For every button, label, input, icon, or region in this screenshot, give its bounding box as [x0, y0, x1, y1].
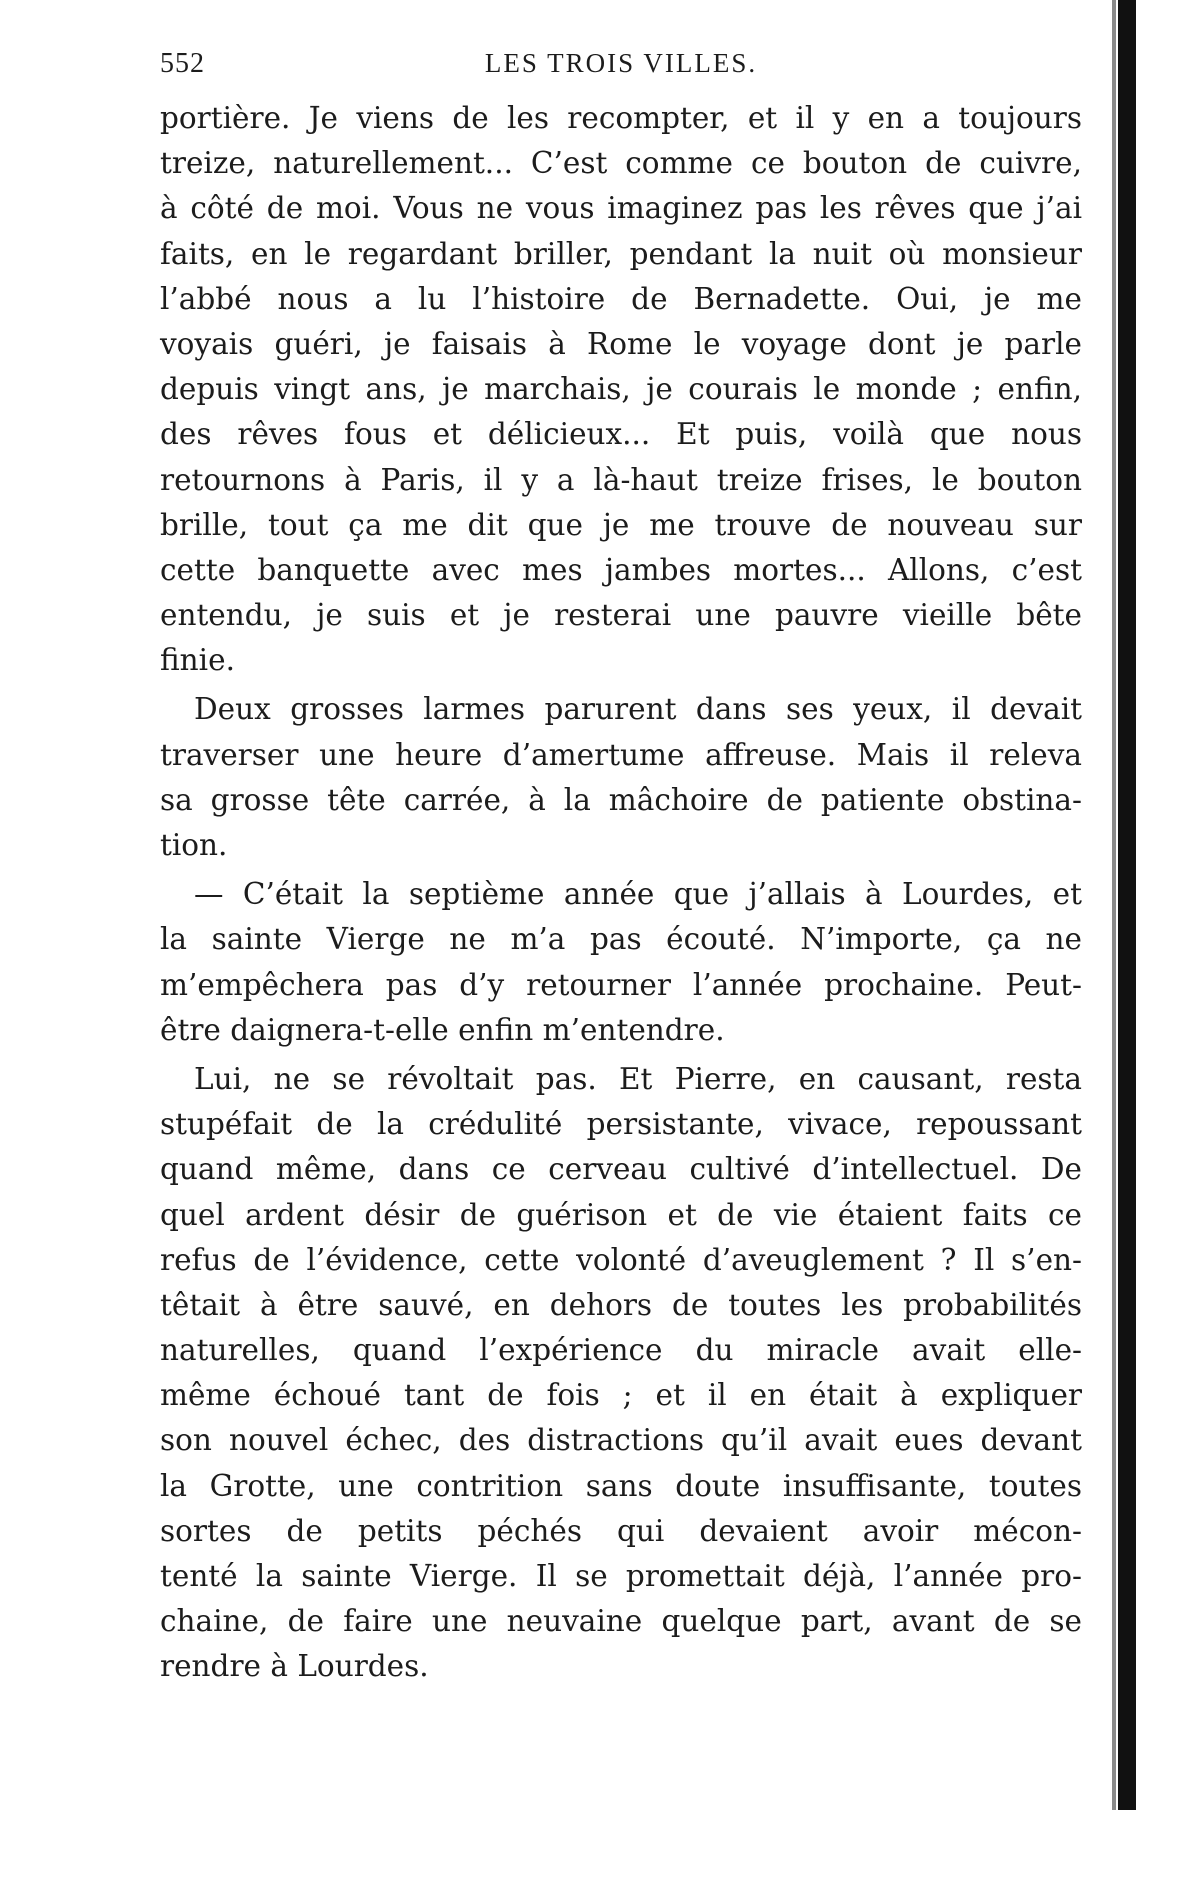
text-line: sa grosse tête carrée, à la mâchoire de patiente obstina-	[160, 782, 1082, 817]
page-edge-bar	[1118, 0, 1136, 1810]
text-line: entendu, je suis et je resterai une pauvre vieille bête	[160, 598, 1082, 633]
text-line: tenté la sainte Vierge. Il se promettait déjà, l’année pro-	[160, 1559, 1082, 1593]
page-edge-shadow	[1112, 0, 1116, 1810]
running-title: LES TROIS VILLES.	[484, 48, 758, 78]
text-line: brille, tout ça me dit que je me trouve de nouveau sur	[160, 507, 1082, 542]
text-line: sortes de petits péchés qui devaient avoir mécon-	[160, 1513, 1082, 1548]
text-line: traverser une heure d’amertume affreuse. Mais il releva	[160, 737, 1082, 772]
text-line: chaine, de faire une neuvaine quelque part, avant de se	[160, 1604, 1082, 1639]
paragraph	[160, 872, 1082, 1053]
text-line: têtait à être sauvé, en dehors de toutes les probabilités	[160, 1287, 1082, 1322]
text-line: quand même, dans ce cerveau cultivé d’intellectuel. De	[160, 1152, 1082, 1187]
text-line: rendre à Lourdes.	[160, 1649, 429, 1684]
text-line: des rêves fous et délicieux... Et puis, voilà que nous	[160, 417, 1082, 452]
text-line: être daignera-t-elle enfin m’entendre.	[160, 1012, 725, 1047]
text-line: l’abbé nous a lu l’histoire de Bernadette. Oui, je me	[160, 281, 1082, 316]
text-line: refus de l’évidence, cette volonté d’aveuglement ? Il s’en-	[160, 1242, 1082, 1277]
text-line: même échoué tant de fois ; et il en était à expliquer	[160, 1378, 1082, 1413]
text-line: m’empêchera pas d’y retourner l’année prochaine. Peut-	[160, 967, 1082, 1002]
text-line: portière. Je viens de les recompter, et il y en a toujours	[160, 101, 1082, 135]
text-line: à côté de moi. Vous ne vous imaginez pas les rêves que j’ai	[160, 191, 1082, 226]
body-text	[160, 96, 1082, 1690]
text-line: naturelles, quand l’expérience du miracle avait elle-	[160, 1333, 1082, 1368]
paragraph	[160, 1057, 1082, 1690]
text-line: Lui, ne se révoltait pas. Et Pierre, en causant, resta	[194, 1061, 1082, 1096]
text-line: voyais guéri, je faisais à Rome le voyage dont je parle	[160, 326, 1082, 361]
text-line: la Grotte, une contrition sans doute insuffisante, toutes	[160, 1468, 1082, 1503]
text-line: tion.	[160, 828, 228, 862]
page-header	[160, 48, 1082, 88]
text-line: Deux grosses larmes parurent dans ses yeux, il devait	[194, 692, 1082, 727]
text-line: — C’était la septième année que j’allais à Lourdes, et	[194, 877, 1082, 912]
text-line: stupéfait de la crédulité persistante, vivace, repoussant	[160, 1107, 1082, 1142]
text-line: cette banquette avec mes jambes mortes... Allons, c’est	[160, 552, 1082, 587]
text-line: la sainte Vierge ne m’a pas écouté. N’importe, ça ne	[160, 922, 1082, 957]
text-line: faits, en le regardant briller, pendant la nuit où monsieur	[160, 236, 1082, 271]
paragraph	[160, 96, 1082, 683]
paragraph	[160, 687, 1082, 868]
text-line: finie.	[160, 643, 235, 678]
text-line: retournons à Paris, il y a là-haut treize frises, le bouton	[160, 462, 1082, 497]
text-line: treize, naturellement... C’est comme ce bouton de cuivre,	[160, 146, 1082, 181]
text-line: son nouvel échec, des distractions qu’il avait eues devant	[160, 1423, 1082, 1458]
text-line: quel ardent désir de guérison et de vie étaient faits ce	[160, 1197, 1082, 1232]
text-line: depuis vingt ans, je marchais, je courais le monde ; enfin,	[160, 372, 1082, 407]
page-number: 552	[160, 48, 205, 79]
